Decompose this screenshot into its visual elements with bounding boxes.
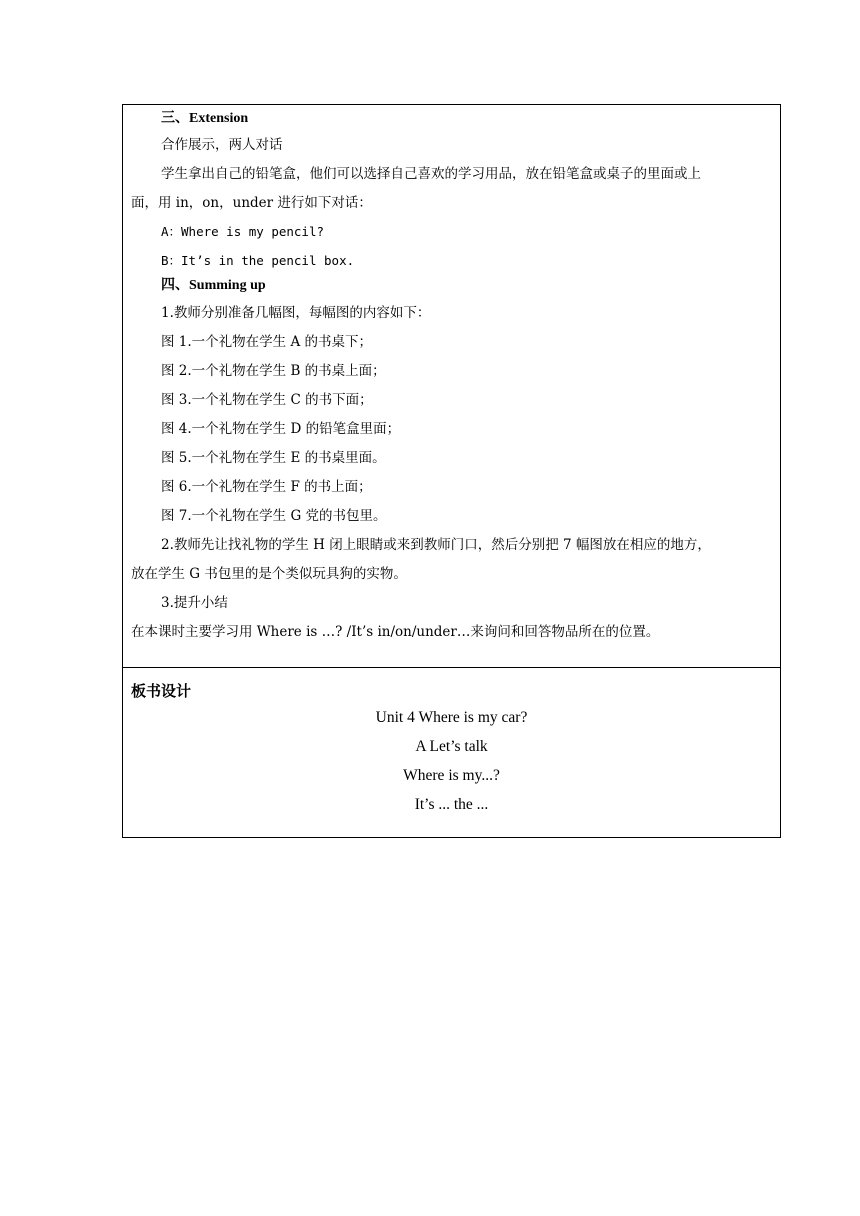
extension-heading: 三、Extension (161, 111, 249, 126)
lesson-plan-table (122, 104, 781, 838)
figure-item: 图 1.一个礼物在学生 A 的书桌下； (161, 334, 373, 350)
summing-up-item-2-line1: 2.教师先让找礼物的学生 H 闭上眼睛或来到教师门口，然后分别把 7 幅图放在相应的地方， (161, 537, 711, 553)
extension-subtitle: 合作展示，两人对话 (161, 137, 283, 153)
extension-paragraph-line2: 面，用 in，on，under 进行如下对话： (131, 195, 372, 211)
figure-item: 图 7.一个礼物在学生 G 党的书包里。 (161, 508, 387, 524)
teaching-steps-cell (123, 105, 780, 668)
figure-item: 图 6.一个礼物在学生 F 的书上面； (161, 479, 372, 495)
summing-up-heading: 四、Summing up (161, 278, 266, 293)
board-line: Where is my...? (403, 767, 500, 784)
board-line: Unit 4 Where is my car? (375, 709, 528, 726)
dialog-line-b: B：It’s in the pencil box. (161, 253, 355, 268)
figure-item: 图 3.一个礼物在学生 C 的书下面； (161, 392, 373, 408)
summing-up-item-3: 3.提升小结 (161, 595, 228, 611)
extension-paragraph-line1: 学生拿出自己的铅笔盒，他们可以选择自己喜欢的学习用品，放在铅笔盒或桌子的里面或上 (161, 166, 701, 182)
summing-up-item-2-line2: 放在学生 G 书包里的是个类似玩具狗的实物。 (131, 566, 407, 582)
figure-item: 图 2.一个礼物在学生 B 的书桌上面； (161, 363, 386, 379)
board-design-title: 板书设计 (131, 682, 192, 700)
board-design-cell (123, 668, 780, 837)
figure-item: 图 5.一个礼物在学生 E 的书桌里面。 (161, 450, 386, 466)
summary-line: 在本课时主要学习用 Where is …? /It’s in/on/under…来询问和回答物品所在的位置。 (131, 624, 660, 640)
board-line: A Let’s talk (415, 738, 488, 755)
dialog-line-a: A：Where is my pencil? (161, 224, 325, 239)
board-line: It’s ... the ... (414, 796, 489, 813)
summing-up-item-1: 1.教师分别准备几幅图，每幅图的内容如下： (161, 305, 431, 321)
figure-item: 图 4.一个礼物在学生 D 的铅笔盒里面； (161, 421, 401, 437)
